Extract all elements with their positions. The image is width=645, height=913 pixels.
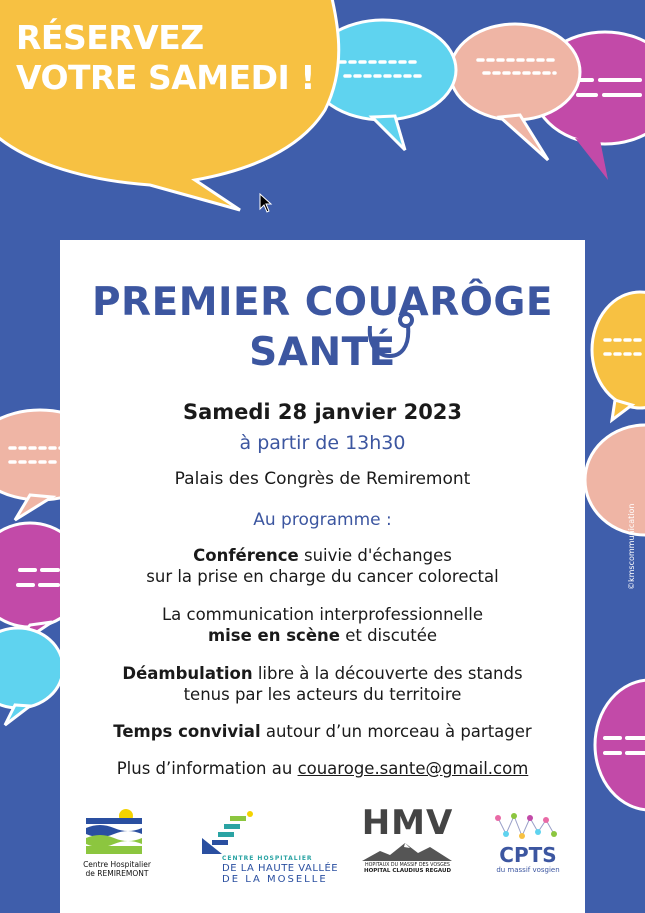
event-date: Samedi 28 janvier 2023 (182, 400, 463, 424)
salmon-bubble-right (585, 425, 645, 535)
yellow-bubble-right (592, 292, 645, 420)
programme-item-communication: La communication interprofessionnelle mise en scène et discutée (161, 605, 484, 645)
headline-line-2: VOTRE SAMEDI ! (16, 58, 315, 97)
event-title-line-1: PREMIER COUARÔGE (91, 280, 554, 325)
salmon-bubble-top (450, 24, 580, 160)
mouse-cursor-icon (259, 193, 273, 213)
event-title (60, 278, 585, 378)
event-time: à partir de 13h30 (239, 432, 406, 454)
stethoscope-icon (360, 298, 420, 378)
contact-line: Plus d’information au couaroge.sante@gmail.com (116, 759, 529, 778)
headline-line-1: RÉSERVEZ (16, 18, 204, 57)
logo-chhvm: CENTRE HOSPITALIER DE LA HAUTE VALLÉE DE LA MOSELLE (200, 808, 320, 856)
programme-heading: Au programme : (253, 510, 392, 530)
cyan-bubble-left (0, 628, 63, 725)
programme-item-deambulation: Déambulation libre à la découverte des stands tenus par les acteurs du territoire (122, 664, 523, 704)
logo-hmv: HMV HOPITAUX DU MASSIF DES VOSGES HOPITAL CLAUDIUS REGAUD (361, 803, 454, 874)
photo-credit: ©kmscommunication (627, 503, 636, 590)
network-icon (490, 808, 566, 844)
event-card (60, 240, 585, 913)
logo-ch-remiremont: Centre Hospitalier de REMIREMONT (82, 808, 152, 878)
logo-cpts: CPTS du massif vosgien (490, 808, 566, 874)
event-title-line-2: SANTÉ (249, 330, 396, 375)
headline (16, 18, 315, 98)
purple-bubble-right (595, 680, 645, 810)
mountain-icon (360, 841, 455, 863)
event-venue: Palais des Congrès de Remiremont (174, 469, 471, 489)
programme-item-conference: Conférence suivie d'échanges sur la prise en charge du cancer colorectal (146, 546, 499, 586)
programme-item-convivial: Temps convivial autour d’un morceau à partager (113, 722, 532, 741)
contact-email-link[interactable]: couaroge.sante@gmail.com (297, 759, 529, 778)
